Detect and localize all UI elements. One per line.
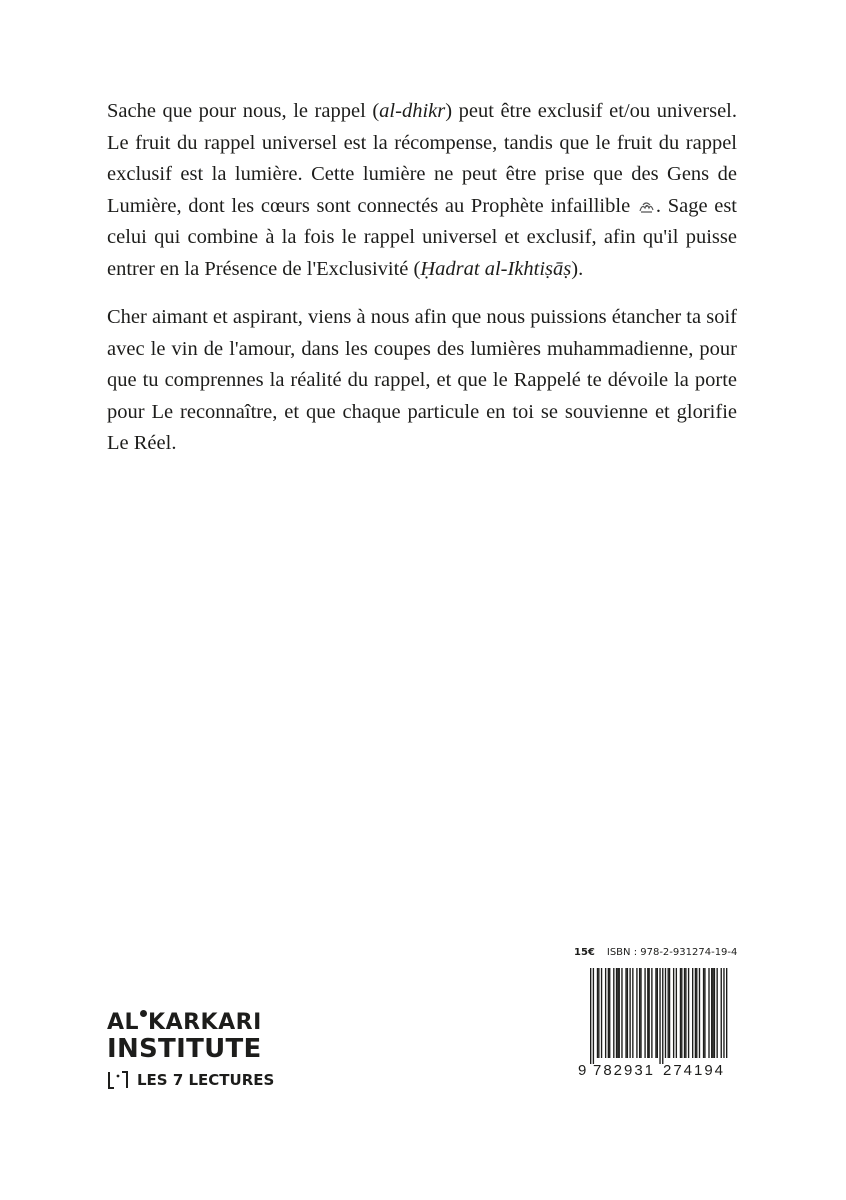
barcode-bar <box>714 968 715 1058</box>
barcode-bar <box>625 968 626 1058</box>
barcode-bar <box>669 968 670 1058</box>
barcode-bar <box>590 968 591 1064</box>
barcode-bar <box>636 968 637 1058</box>
barcode-bar <box>703 968 704 1058</box>
barcode-bar <box>640 968 641 1058</box>
barcode-bar <box>659 968 660 1064</box>
barcode-bar <box>651 968 652 1058</box>
barcode-bar <box>609 968 610 1058</box>
barcode-bar <box>692 968 693 1058</box>
barcode-bar <box>695 968 696 1058</box>
barcode-bar <box>597 968 598 1058</box>
barcode-bar <box>593 968 594 1064</box>
barcode-bar <box>668 968 669 1058</box>
barcode-bar <box>648 968 649 1058</box>
barcode-digit-first: 9 <box>578 1062 587 1078</box>
barcode-bar <box>704 968 705 1058</box>
barcode-bar <box>617 968 618 1058</box>
paragraph-1: Sache que pour nous, le rappel (al-dhikr) peut être exclusif et/ou universel. Le fruit du rappel universel est la récompense, tandis que le fruit du rappel exclusif est la lumière. Cette lumière ne peut être prise que des Gens de Lumière, dont les cœurs sont connectés au Prophète infaillible . Sage est celui qui combine à la fois le rappel universel et exclusif, afin qu'il puisse entrer en la Présence de l'Exclusivité (Ḥadrat al-Ikhtiṣāṣ). <box>107 100 738 280</box>
price-isbn-line <box>574 947 737 958</box>
publisher-name: LES 7 LECTURES <box>137 1071 275 1089</box>
barcode-bar <box>726 968 727 1058</box>
logo-line-1: AL KARKARI <box>107 1010 262 1035</box>
barcode-bar <box>708 968 709 1058</box>
barcode-bar <box>598 968 599 1058</box>
barcode-bar <box>681 968 682 1058</box>
barcode-bar <box>632 968 633 1058</box>
barcode-bar <box>629 968 630 1058</box>
isbn-barcode <box>576 966 736 1078</box>
italic-term-hadrat: Ḥadrat al-Ikhtiṣāṣ <box>420 257 572 280</box>
barcode-bar <box>644 968 645 1058</box>
isbn: ISBN : 978-2-931274-19-4 <box>606 947 738 958</box>
barcode-bar <box>601 968 602 1058</box>
barcode-bar <box>696 968 697 1058</box>
barcode-bar <box>685 968 686 1058</box>
price: 15€ <box>574 947 595 958</box>
barcode-bar <box>605 968 606 1058</box>
barcode-bar <box>621 968 622 1058</box>
logo-line-2: INSTITUTE <box>107 1034 262 1064</box>
back-cover-text <box>107 96 737 477</box>
barcode-bar <box>613 968 614 1058</box>
barcode-bar <box>723 968 724 1058</box>
paragraph-2: Cher aimant et aspirant, viens à nous afin que nous puissions étancher ta soif avec le vin de l'amour, dans les coupes des lumières muhammadienne, pour que tu comprennes la réalité du rappel, et que le Rappelé te dévoile la porte pour Le reconnaître, et que chaque particule en toi se souvienne et glorifie Le Réel. <box>107 306 737 454</box>
barcode-bar <box>721 968 722 1058</box>
barcode-bars <box>590 968 727 1064</box>
barcode-digits-group-2: 274194 <box>663 1062 723 1078</box>
italic-term-al-dhikr: al-dhikr <box>379 100 446 122</box>
barcode-bar <box>684 968 685 1058</box>
barcode-bar <box>712 968 713 1058</box>
barcode-bar <box>647 968 648 1058</box>
barcode-digits-group-1: 782931 <box>593 1062 653 1078</box>
bracket-dot-logo-icon <box>107 1070 129 1090</box>
barcode-bar <box>657 968 658 1058</box>
barcode-bar <box>688 968 689 1058</box>
barcode-bar <box>699 968 700 1058</box>
barcode-bar <box>665 968 666 1058</box>
barcode-bar <box>680 968 681 1058</box>
barcode-bar <box>716 968 717 1058</box>
barcode-bar <box>627 968 628 1058</box>
publisher-mark <box>107 1070 274 1090</box>
barcode-bar <box>711 968 712 1058</box>
barcode-bar <box>608 968 609 1058</box>
pbuh-ligature-icon <box>639 201 654 213</box>
barcode-bar <box>662 968 663 1064</box>
barcode-bar <box>673 968 674 1058</box>
barcode-bar <box>616 968 617 1058</box>
barcode-bar <box>619 968 620 1058</box>
barcode-bar <box>639 968 640 1058</box>
al-karkari-institute-logo <box>107 1010 277 1063</box>
barcode-bar <box>676 968 677 1058</box>
logo-dot-icon <box>140 1010 147 1017</box>
barcode-bar <box>655 968 656 1058</box>
